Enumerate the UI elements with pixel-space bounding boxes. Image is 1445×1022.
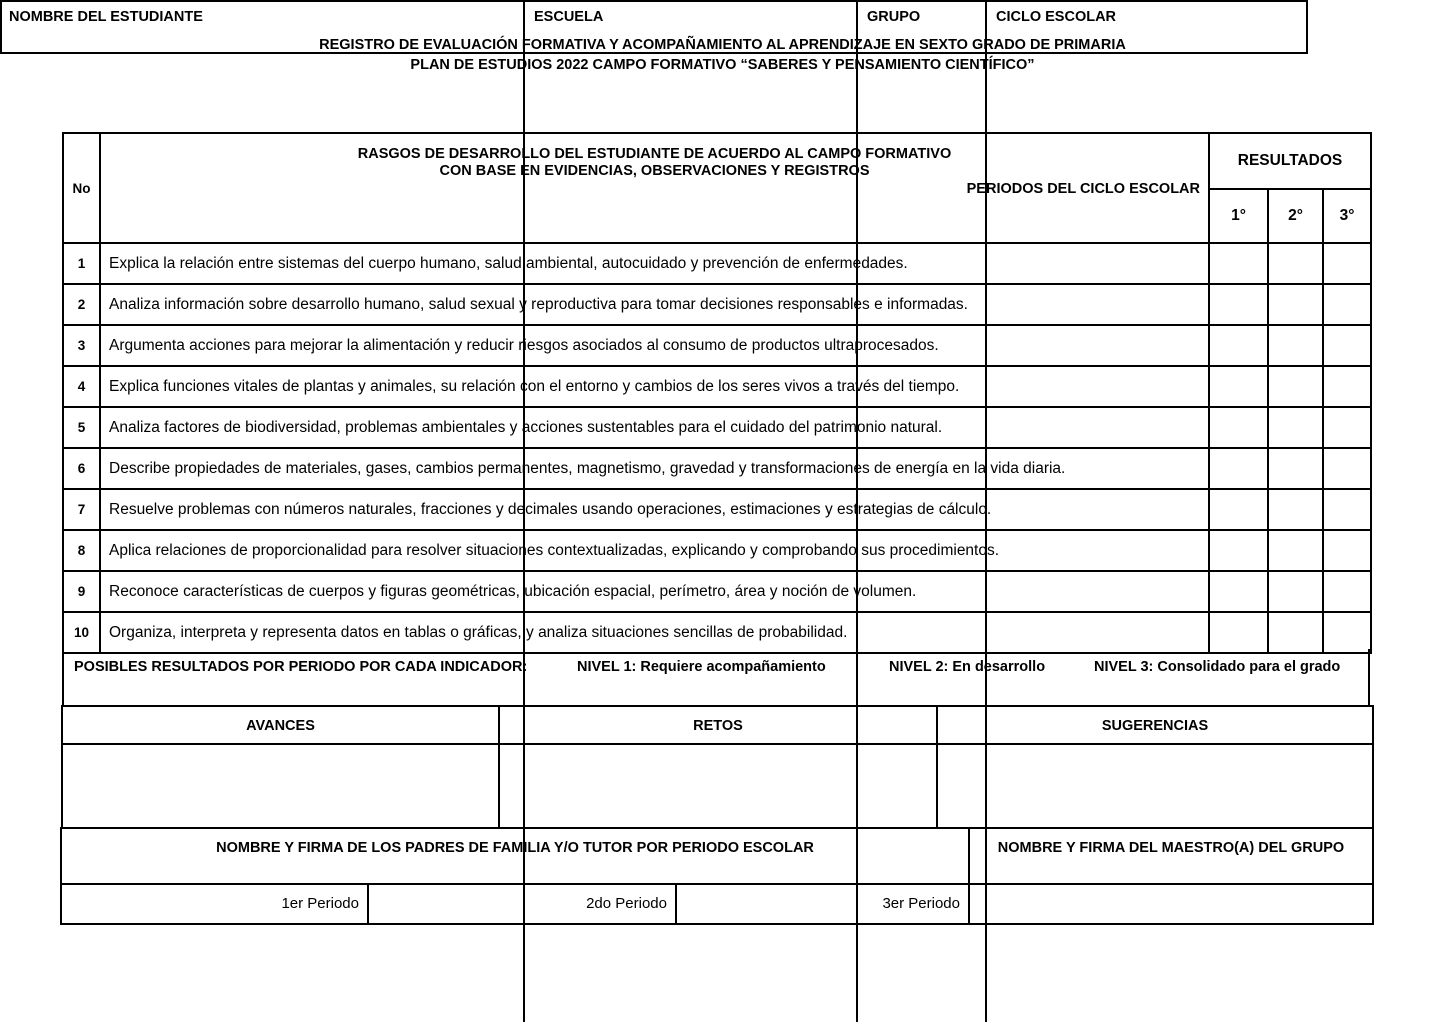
- result-period-1-cell[interactable]: [1209, 571, 1268, 612]
- possible-results-legend: [62, 649, 1370, 706]
- row-number: 9: [63, 571, 100, 612]
- result-period-1-cell[interactable]: [1209, 530, 1268, 571]
- period-1-signature-field[interactable]: [62, 885, 369, 923]
- student-info-row: [0, 0, 1308, 54]
- result-period-1-cell[interactable]: [1209, 325, 1268, 366]
- document-title: REGISTRO DE EVALUACIÓN FORMATIVA Y ACOMPAÑAMIENTO AL APRENDIZAJE EN SEXTO GRADO DE PRIMARIA: [319, 37, 1126, 53]
- avances-column[interactable]: [63, 707, 500, 827]
- table-row: [63, 530, 1371, 571]
- resultados-header: RESULTADOS: [1209, 133, 1371, 189]
- result-period-2-cell[interactable]: [1268, 612, 1323, 653]
- table-row: [63, 612, 1371, 653]
- period-3-header: 3°: [1323, 189, 1371, 243]
- result-period-2-cell[interactable]: [1268, 489, 1323, 530]
- level-1-label: NIVEL 1: Requiere acompañamiento: [577, 659, 826, 675]
- table-row: [63, 243, 1371, 284]
- result-period-1-cell[interactable]: [1209, 243, 1268, 284]
- result-period-2-cell[interactable]: [1268, 448, 1323, 489]
- period-1-signature-label: 1er Periodo: [281, 895, 359, 912]
- row-number: 2: [63, 284, 100, 325]
- indicator-text: Resuelve problemas con números naturales, fracciones y decimales usando operaciones, estimaciones y estrategias de cálculo.: [100, 489, 1209, 530]
- row-number: 1: [63, 243, 100, 284]
- student-name-label: NOMBRE DEL ESTUDIANTE: [9, 9, 203, 25]
- teacher-signature-field[interactable]: [970, 885, 1372, 923]
- result-period-1-cell[interactable]: [1209, 489, 1268, 530]
- retos-column[interactable]: [500, 707, 938, 827]
- result-period-3-cell[interactable]: [1323, 612, 1371, 653]
- level-3-label: NIVEL 3: Consolidado para el grado: [1094, 659, 1341, 675]
- result-period-3-cell[interactable]: [1323, 243, 1371, 284]
- result-period-1-cell[interactable]: [1209, 366, 1268, 407]
- row-number: 4: [63, 366, 100, 407]
- row-number: 5: [63, 407, 100, 448]
- result-period-3-cell[interactable]: [1323, 448, 1371, 489]
- row-number: 6: [63, 448, 100, 489]
- result-period-3-cell[interactable]: [1323, 407, 1371, 448]
- retos-header: RETOS: [500, 707, 936, 745]
- indicator-text: Explica funciones vitales de plantas y animales, su relación con el entorno y cambios de los seres vivos a través del tiempo.: [100, 366, 1209, 407]
- row-number: 10: [63, 612, 100, 653]
- result-period-2-cell[interactable]: [1268, 325, 1323, 366]
- row-number: 8: [63, 530, 100, 571]
- table-row: [63, 571, 1371, 612]
- indicator-text: Organiza, interpreta y representa datos en tablas o gráficas, y analiza situaciones sencillas de probabilidad.: [100, 612, 1209, 653]
- period-2-signature-label: 2do Periodo: [586, 895, 667, 912]
- result-period-1-cell[interactable]: [1209, 448, 1268, 489]
- period-2-signature-field[interactable]: [369, 885, 677, 923]
- indicator-text: Analiza factores de biodiversidad, problemas ambientales y acciones sustentables para el cuidado del patrimonio natural.: [100, 407, 1209, 448]
- progress-section: [61, 705, 1374, 829]
- avances-header: AVANCES: [63, 707, 498, 745]
- result-period-2-cell[interactable]: [1268, 243, 1323, 284]
- period-2-header: 2°: [1268, 189, 1323, 243]
- indicator-text: Aplica relaciones de proporcionalidad para resolver situaciones contextualizadas, explicando y comprobando sus procedimientos.: [100, 530, 1209, 571]
- result-period-1-cell[interactable]: [1209, 407, 1268, 448]
- result-period-3-cell[interactable]: [1323, 325, 1371, 366]
- table-row: [63, 325, 1371, 366]
- school-label: ESCUELA: [534, 9, 604, 25]
- sugerencias-column[interactable]: [938, 707, 1372, 827]
- signatures-section: [60, 827, 1374, 925]
- result-period-2-cell[interactable]: [1268, 571, 1323, 612]
- table-row: [63, 366, 1371, 407]
- indicator-text: Explica la relación entre sistemas del cuerpo humano, salud ambiental, autocuidado y prevención de enfermedades.: [100, 243, 1209, 284]
- indicator-text: Argumenta acciones para mejorar la alimentación y reducir riesgos asociados al consumo de productos ultraprocesados.: [100, 325, 1209, 366]
- result-period-1-cell[interactable]: [1209, 284, 1268, 325]
- indicator-text: Analiza información sobre desarrollo humano, salud sexual y reproductiva para tomar decisiones responsables e informadas.: [100, 284, 1209, 325]
- rasgos-title-line2: CON BASE EN EVIDENCIAS, OBSERVACIONES Y REGISTROS: [439, 163, 870, 179]
- period-3-signature-field[interactable]: [677, 885, 970, 923]
- result-period-2-cell[interactable]: [1268, 530, 1323, 571]
- indicator-text: Describe propiedades de materiales, gases, cambios permanentes, magnetismo, gravedad y transformaciones de energía en la vida diaria.: [100, 448, 1209, 489]
- sugerencias-header: SUGERENCIAS: [938, 707, 1372, 745]
- table-row: [63, 284, 1371, 325]
- rasgos-header: [100, 133, 1209, 243]
- group-label: GRUPO: [867, 9, 921, 25]
- result-period-3-cell[interactable]: [1323, 366, 1371, 407]
- period-1-header: 1°: [1209, 189, 1268, 243]
- result-period-3-cell[interactable]: [1323, 571, 1371, 612]
- result-period-2-cell[interactable]: [1268, 407, 1323, 448]
- row-number: 3: [63, 325, 100, 366]
- parents-signature-header: NOMBRE Y FIRMA DE LOS PADRES DE FAMILIA Y/O TUTOR POR PERIODO ESCOLAR: [62, 829, 970, 885]
- result-period-1-cell[interactable]: [1209, 612, 1268, 653]
- result-period-3-cell[interactable]: [1323, 489, 1371, 530]
- indicators-table: [62, 132, 1372, 654]
- rasgos-title-line1: RASGOS DE DESARROLLO DEL ESTUDIANTE DE ACUERDO AL CAMPO FORMATIVO: [357, 146, 952, 162]
- row-number: 7: [63, 489, 100, 530]
- result-period-3-cell[interactable]: [1323, 530, 1371, 571]
- number-header: No: [63, 133, 100, 243]
- level-2-label: NIVEL 2: En desarrollo: [889, 659, 1046, 675]
- periodos-label: PERIODOS DEL CICLO ESCOLAR: [966, 181, 1200, 197]
- result-period-2-cell[interactable]: [1268, 366, 1323, 407]
- table-row: [63, 489, 1371, 530]
- result-period-3-cell[interactable]: [1323, 284, 1371, 325]
- teacher-signature-header: NOMBRE Y FIRMA DEL MAESTRO(A) DEL GRUPO: [970, 829, 1372, 885]
- table-row: [63, 407, 1371, 448]
- possible-results-label: POSIBLES RESULTADOS POR PERIODO POR CADA INDICADOR:: [74, 659, 528, 675]
- table-row: [63, 448, 1371, 489]
- indicator-text: Reconoce características de cuerpos y figuras geométricas, ubicación espacial, perímetro, área y noción de volumen.: [100, 571, 1209, 612]
- document-subtitle: PLAN DE ESTUDIOS 2022 CAMPO FORMATIVO “SABERES Y PENSAMIENTO CIENTÍFICO”: [410, 57, 1035, 73]
- result-period-2-cell[interactable]: [1268, 284, 1323, 325]
- school-cycle-label: CICLO ESCOLAR: [996, 9, 1117, 25]
- period-3-signature-label: 3er Periodo: [882, 895, 960, 912]
